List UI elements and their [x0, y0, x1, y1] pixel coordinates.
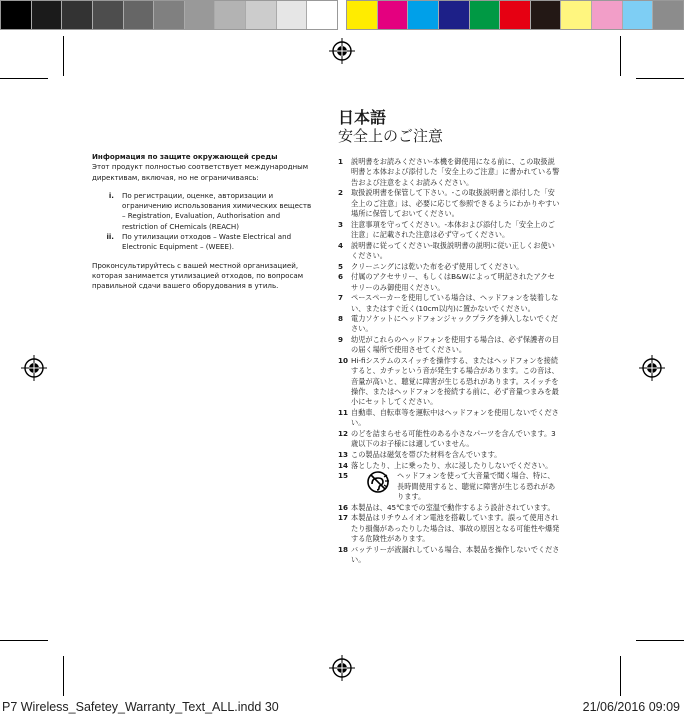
registration-mark-icon	[329, 655, 355, 681]
registration-mark-icon	[329, 38, 355, 64]
list-item-number: 13	[338, 450, 349, 459]
list-item-text: 本製品は、45℃までの室温で動作するよう設計されています。	[351, 502, 555, 512]
crop-mark	[636, 640, 684, 641]
list-item	[338, 157, 560, 188]
japanese-safety-section	[338, 109, 560, 566]
color-swatch	[439, 1, 470, 29]
list-item-text: 付属のアクセサリー、もしくはB&Wによって明記されたアクセサリーのみ御使用ください。	[351, 272, 555, 292]
list-item	[338, 408, 560, 429]
list-item-text: 本製品はリチウムイオン電池を搭載しています。誤って使用されたり損傷があったりした場合は、事故の原因となる可能性や爆発する危険性があります。	[351, 513, 560, 543]
grayscale-color-bar	[0, 0, 338, 30]
color-swatch	[347, 1, 378, 29]
color-swatch	[408, 1, 439, 29]
gray-swatch	[277, 1, 308, 29]
list-item-text: ヘッドフォンを使って大音量で聞く場合、特に、長時間使用すると、聴覚に障害が生じる恐れがあります。	[397, 471, 556, 501]
gray-swatch	[185, 1, 216, 29]
list-item	[338, 272, 560, 293]
color-swatch	[623, 1, 654, 29]
list-item-number: 4	[338, 240, 344, 250]
color-swatch	[378, 1, 409, 29]
crop-mark	[0, 78, 48, 79]
process-color-bar	[346, 0, 684, 30]
crop-mark	[0, 640, 48, 641]
gray-swatch	[246, 1, 277, 29]
japanese-title: 日本語	[338, 108, 387, 127]
crop-mark	[63, 36, 64, 76]
list-item-number: 17	[338, 513, 349, 523]
gray-swatch	[32, 1, 63, 29]
list-item-number: 18	[338, 544, 349, 554]
list-item-number: 1	[338, 157, 344, 166]
list-item-text: のどを詰まらせる可能性のある小さなパーツを含んでいます。3歳以下のお子様には適していません。	[351, 429, 556, 449]
list-item	[338, 220, 560, 241]
crop-mark	[620, 656, 621, 696]
crop-mark	[63, 656, 64, 696]
list-item-text: 幼児がこれらのヘッドフォンを使用する場合は、必ず保護者の目の届く場所で使用させてください。	[351, 335, 559, 355]
list-item-number: 14	[338, 460, 349, 470]
list-item	[338, 429, 560, 450]
list-item	[338, 314, 560, 335]
list-item-number: ii.	[106, 232, 114, 242]
list-item	[338, 513, 560, 544]
list-item-text: ペースペーカーを使用している場合は、ヘッドフォンを装着しない、またはすぐ近く(10cm以内)に置かないでください。	[351, 293, 559, 313]
list-item-number: 5	[338, 261, 344, 271]
list-item	[338, 335, 560, 356]
list-item-text: 自動車、自転車等を運転中はヘッドフォンを使用しないでください。	[351, 408, 559, 428]
list-item-text: 取扱説明書を保管して下さい。-この取扱説明書と添付した「安全上のご注意」は、必要に応じて参照できるようにわかりやすい場所に保管しておいてください。	[351, 188, 560, 218]
list-item-text: Hi-fiシステムのスイッチを操作する、またはヘッドフォンを接続すると、カチッという音が発生する場合があります。この音は、音量が高いと、聴覚に障害が生じる恐れがあります。スイッチを操作、またはヘッドフォンを接続する前に、必ず音量つまみを最小にセットしてください。	[351, 356, 559, 407]
list-item-text: クリーニングには乾いた布を必ず使用してください。	[351, 261, 524, 271]
list-item	[338, 545, 560, 566]
color-swatch	[592, 1, 623, 29]
color-swatch	[653, 1, 683, 29]
list-item	[92, 191, 314, 232]
list-item-content	[349, 471, 560, 502]
crop-mark	[620, 36, 621, 76]
list-item	[338, 461, 560, 471]
russian-environment-section	[92, 152, 314, 292]
list-item	[338, 471, 560, 502]
color-swatch	[470, 1, 501, 29]
gray-swatch	[62, 1, 93, 29]
list-item	[338, 262, 560, 272]
color-swatch	[561, 1, 592, 29]
crop-mark	[636, 78, 684, 79]
list-item-number: 12	[338, 429, 349, 439]
list-item-text: По утилизации отходов – Waste Electrical and Electronic Equipment – (WEEE).	[122, 232, 292, 252]
list-item-number: 10	[338, 356, 349, 366]
gray-swatch	[93, 1, 124, 29]
list-item-number: 15	[338, 471, 349, 481]
list-item-text: 電力ソケットにヘッドフォンジャックプラグを挿入しないでください。	[351, 314, 559, 334]
russian-outro: Проконсультируйтесь с вашей местной организацией, которая занимается утилизацией отходов, по вопросам правильной сдачи вашего оборудования в утиль.	[92, 260, 304, 291]
russian-heading: Информация по защите окружающей среды	[92, 152, 278, 161]
russian-directive-list	[92, 191, 314, 253]
color-swatch	[500, 1, 531, 29]
list-item-text: この製品は磁気を帯びた材料を含んでいます。	[351, 450, 502, 459]
list-item	[338, 188, 560, 219]
gray-swatch	[154, 1, 185, 29]
list-item-number: 8	[338, 314, 344, 324]
list-item-number: 9	[338, 335, 344, 345]
gray-swatch	[307, 1, 337, 29]
list-item-number: 3	[338, 219, 344, 229]
date-slug: 21/06/2016 09:09	[582, 700, 680, 714]
gray-swatch	[215, 1, 246, 29]
list-item-text: 説明書をお読みください-本機を御使用になる前に、この取扱説明書と本体および添付した「安全上のご注意」に書かれている警告および注意をよくお読みください。	[351, 157, 560, 187]
list-item-number: 6	[338, 272, 344, 282]
list-item-text: 注意事項を守ってください。-本体および添付した「安全上のご注意」に記載された注意は必ず守ってください。	[351, 219, 555, 239]
hearing-warning-icon	[363, 471, 393, 493]
list-item	[338, 293, 560, 314]
list-item-number: i.	[108, 190, 114, 200]
japanese-safety-list	[338, 157, 560, 565]
russian-intro: Этот продукт полностью соответствует международным директивам, включая, но не ограничиваясь:	[92, 162, 309, 182]
list-item-text: 落としたり、上に乗ったり、水に浸したりしないでください。	[351, 460, 553, 470]
list-item-number: 16	[338, 502, 349, 512]
file-slug: P7 Wireless_Safetey_Warranty_Text_ALL.indd 30	[2, 700, 279, 714]
japanese-subtitle: 安全上のご注意	[338, 127, 444, 145]
list-item	[338, 241, 560, 262]
list-item	[338, 356, 560, 407]
list-item	[338, 503, 560, 513]
gray-swatch	[1, 1, 32, 29]
gray-swatch	[124, 1, 155, 29]
list-item-number: 11	[338, 408, 349, 418]
list-item-text: По регистрации, оценке, авторизации и ограничению использования химических веществ – Registration, Evaluation, Authorisation and restriction of CHemicals (REACH)	[122, 190, 312, 231]
list-item	[92, 232, 314, 253]
color-swatch	[531, 1, 562, 29]
registration-mark-icon	[639, 355, 665, 381]
list-item-text: バッテリーが液漏れしている場合、本製品を操作しないでください。	[351, 544, 560, 564]
list-item-number: 2	[338, 188, 344, 198]
registration-mark-icon	[21, 355, 47, 381]
list-item-number: 7	[338, 293, 344, 303]
list-item	[338, 450, 560, 460]
list-item-text: 説明書に従ってください-取扱説明書の説明に従い正しくお使いください。	[351, 240, 555, 260]
